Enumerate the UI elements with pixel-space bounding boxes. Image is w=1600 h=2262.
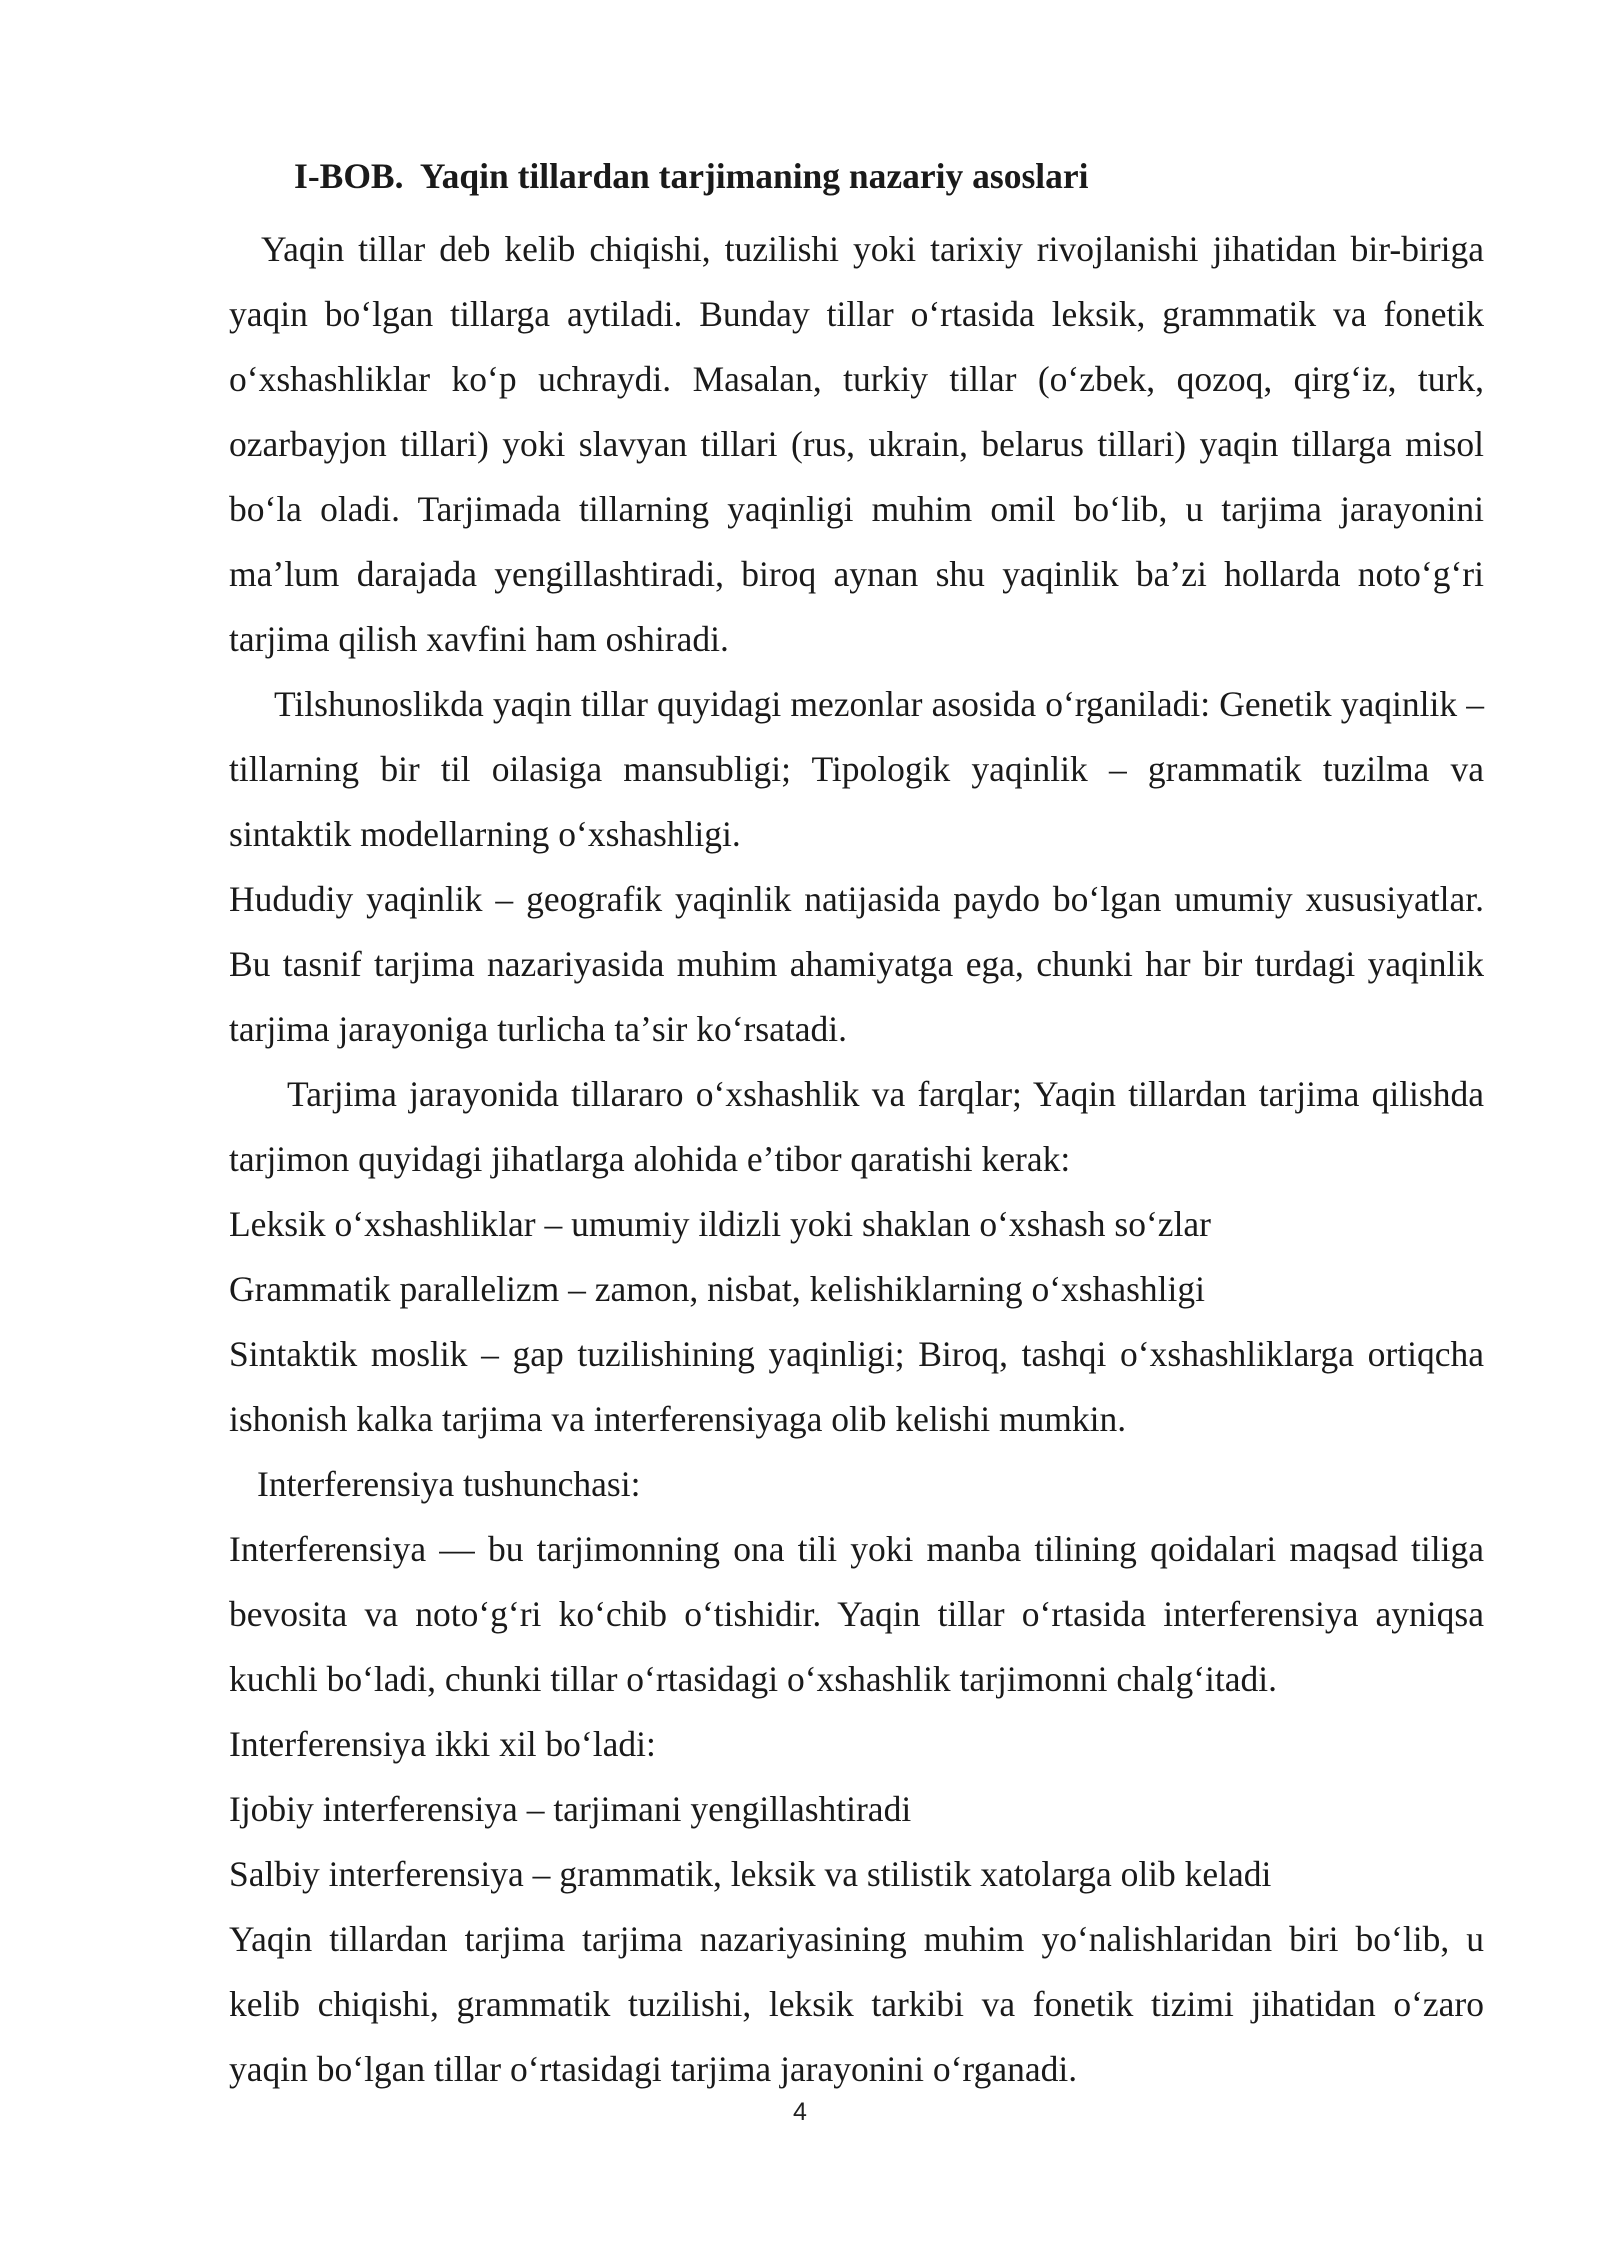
subheading-interferensiya: Interferensiya tushunchasi: xyxy=(257,1464,641,1504)
paragraph-interferensiya-types: Interferensiya ikki xil boʻladi: xyxy=(229,1724,656,1764)
paragraph-mezonlar: Tilshunoslikda yaqin tillar quyidagi mezonlar asosida oʻrganiladi: Genetik yaqinlik – tillarning bir til oilasiga mansubligi; Tipologik yaqinlik – grammatik tuzilma va sintaktik modellarning oʻxshashligi. xyxy=(229,684,1484,854)
list-item-grammatik: Grammatik parallelizm – zamon, nisbat, kelishiklarning oʻxshashligi xyxy=(229,1269,1206,1309)
paragraph-conclusion: Yaqin tillardan tarjima tarjima nazariyasining muhim yoʻnalishlaridan biri boʻlib, u kelib chiqishi, grammatik tuzilishi, leksik tarkibi va fonetik tizimi jihatidan oʻzaro yaqin boʻlgan tillar oʻrtasidagi tarjima jarayonini oʻrganadi. xyxy=(229,1919,1484,2089)
list-item-ijobiy: Ijobiy interferensiya – tarjimani yengillashtiradi xyxy=(229,1789,912,1829)
paragraph-interferensiya-definition: Interferensiya — bu tarjimonning ona tili yoki manba tilining qoidalari maqsad tiliga bevosita va notoʻgʻri koʻchib oʻtishidir. Yaqin tillar oʻrtasida interferensiya ayniqsa kuchli boʻladi, chunki tillar oʻrtasidagi oʻxshashlik tarjimonni chalgʻitadi. xyxy=(229,1529,1484,1699)
paragraph-hududiy-yaqinlik: Hududiy yaqinlik – geografik yaqinlik natijasida paydo boʻlgan umumiy xususiyatlar. Bu tasnif tarjima nazariyasida muhim ahamiyatga ega, chunki har bir turdagi yaqinlik tarjima jarayoniga turlicha taʼsir koʻrsatadi. xyxy=(229,879,1484,1049)
page-number: 4 xyxy=(793,2098,807,2126)
list-item-sintaktik: Sintaktik moslik – gap tuzilishining yaqinligi; Biroq, tashqi oʻxshashliklarga ortiqcha ishonish kalka tarjima va interferensiyaga olib kelishi mumkin. xyxy=(229,1334,1484,1439)
paragraph-tarjima-jarayoni: Tarjima jarayonida tillararo oʻxshashlik va farqlar; Yaqin tillardan tarjima qilishda tarjimon quyidagi jihatlarga alohida eʼtibor qaratishi kerak: xyxy=(229,1074,1484,1179)
paragraph-yaqin-tillar-definition: Yaqin tillar deb kelib chiqishi, tuzilishi yoki tarixiy rivojlanishi jihatidan bir-biriga yaqin boʻlgan tillarga aytiladi. Bunday tillar oʻrtasida leksik, grammatik va fonetik oʻxshashliklar koʻp uchraydi. Masalan, turkiy tillar (oʻzbek, qozoq, qirgʻiz, turk, ozarbayjon tillari) yoki slavyan tillari (rus, ukrain, belarus tillari) yaqin tillarga misol boʻla oladi. Tarjimada tillarning yaqinligi muhim omil boʻlib, u tarjima jarayonini maʼlum darajada yengillashtiradi, biroq aynan shu yaqinlik baʼzi hollarda notoʻgʻri tarjima qilish xavfini ham oshiradi. xyxy=(229,229,1484,659)
page-content xyxy=(229,152,1484,2102)
list-item-salbiy: Salbiy interferensiya – grammatik, leksik va stilistik xatolarga olib keladi xyxy=(229,1854,1272,1894)
chapter-heading: I-BOB. Yaqin tillardan tarjimaning nazariy asoslari xyxy=(294,156,1089,196)
list-item-leksik: Leksik oʻxshashliklar – umumiy ildizli yoki shaklan oʻxshash soʻzlar xyxy=(229,1204,1212,1244)
